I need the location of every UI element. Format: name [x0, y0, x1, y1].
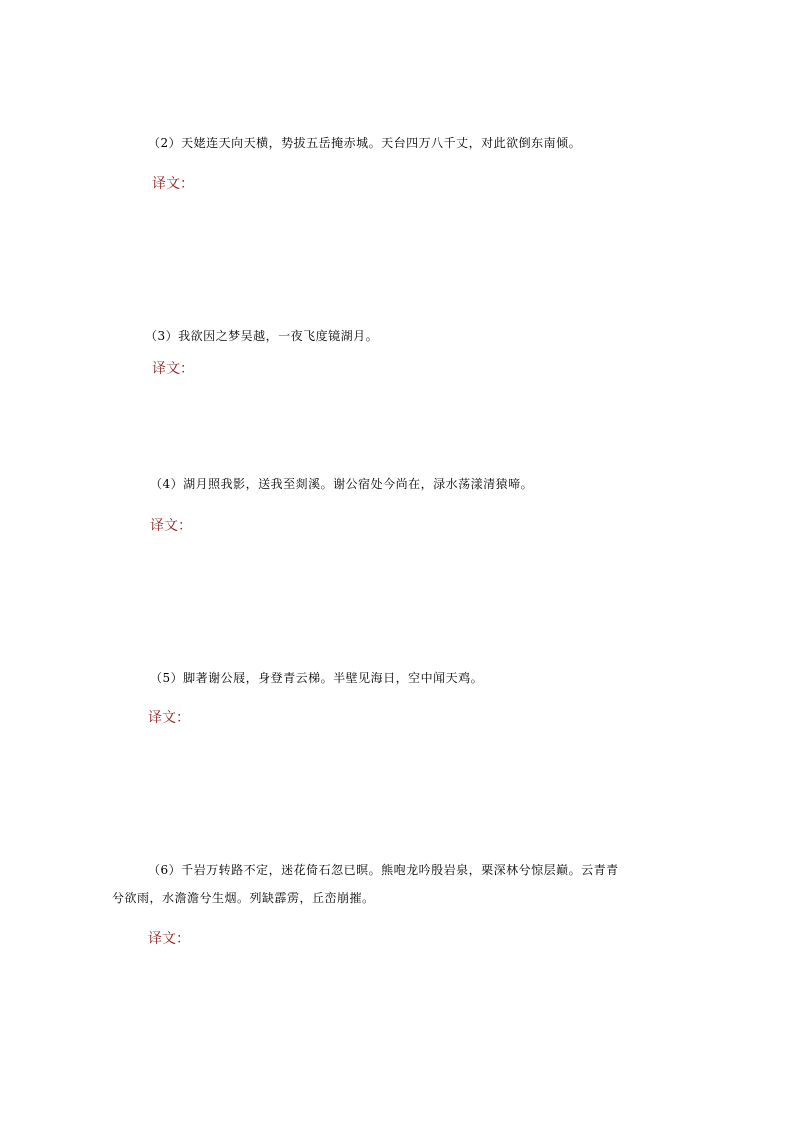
question-3-line: （3）我欲因之梦吴越，一夜飞度镜湖月。 — [145, 329, 379, 343]
question-6-translation-label: 译文： — [148, 931, 190, 947]
question-2-line: （2）天姥连天向天横，势拔五岳掩赤城。天台四万八千丈，对此欲倒东南倾。 — [148, 136, 582, 150]
question-3-translation-label: 译文： — [152, 361, 194, 377]
question-5-line: （5）脚著谢公屐，身登青云梯。半壁见海日，空中闻天鸡。 — [150, 671, 484, 685]
question-2-translation-label: 译文： — [152, 176, 194, 192]
question-5-translation-label: 译文： — [148, 710, 190, 726]
question-6-line-1: （6）千岩万转路不定，迷花倚石忽已暝。熊咆龙吟殷岩泉，栗深林兮惊层巅。云青青 — [148, 863, 619, 877]
question-4-line: （4）湖月照我影，送我至剡溪。谢公宿处今尚在，渌水荡漾清猿啼。 — [150, 477, 534, 491]
question-6-line-2: 兮欲雨，水澹澹兮生烟。列缺霹雳，丘峦崩摧。 — [112, 891, 375, 905]
question-4-translation-label: 译文： — [150, 518, 192, 534]
